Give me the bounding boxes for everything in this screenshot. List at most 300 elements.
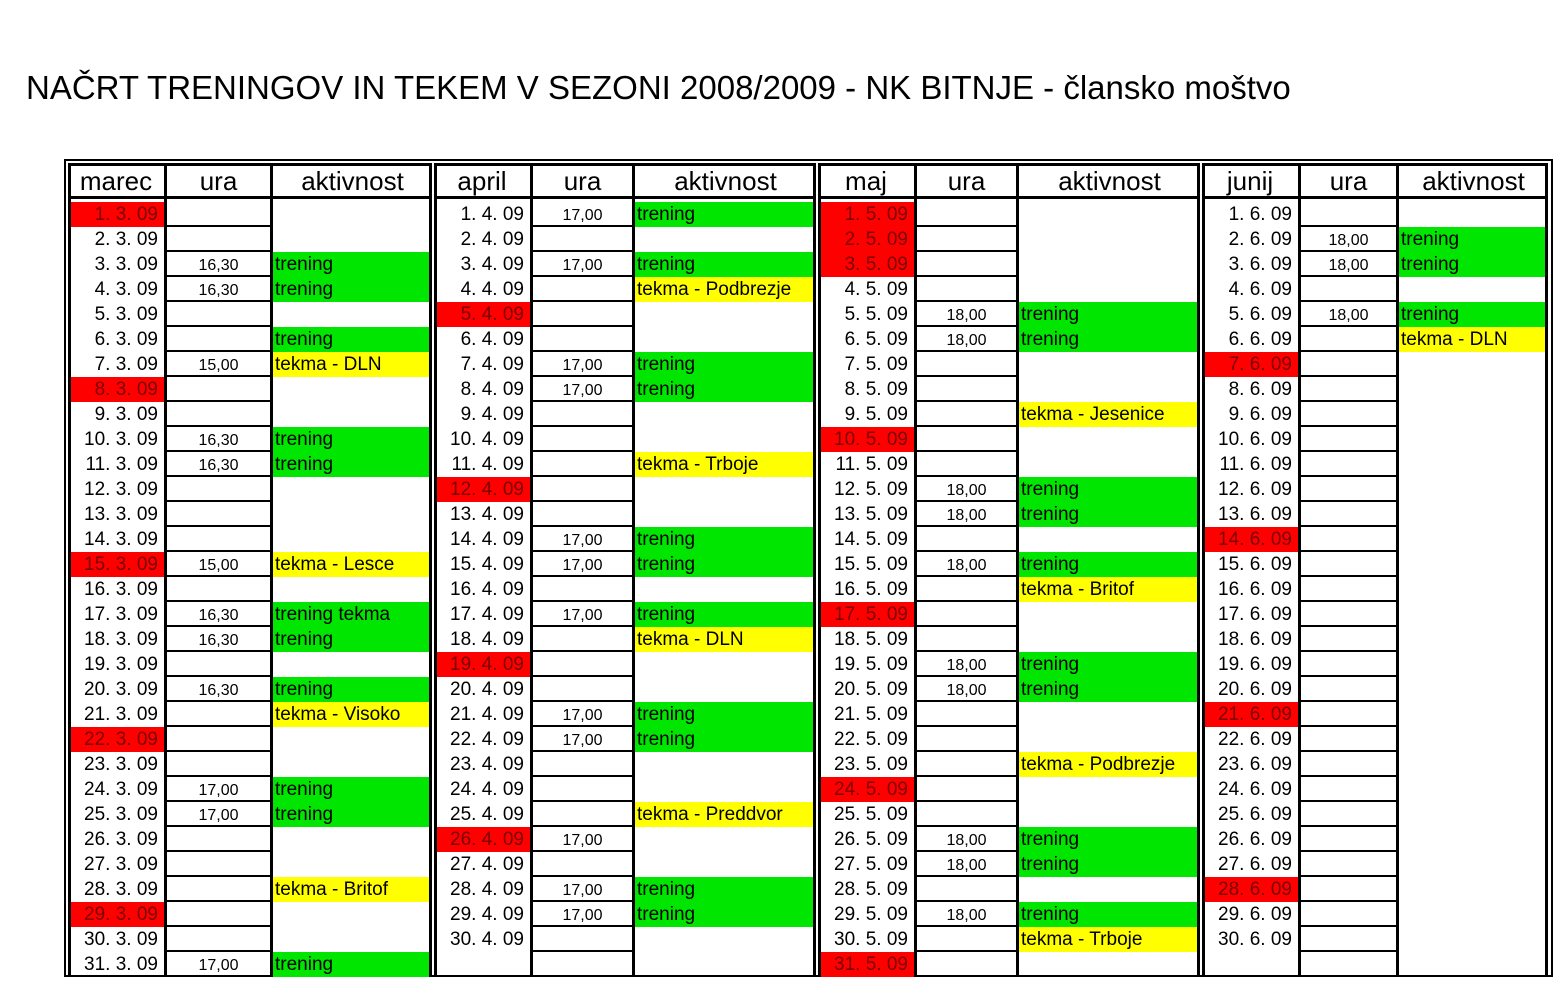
day-row [1202,652,1548,677]
aktivnost-cell [635,577,813,602]
ura-cell [1301,552,1396,577]
ura-cell [1301,777,1396,802]
date-cell: 25. 3. 09 [84,804,158,825]
ura-cell [1301,702,1396,727]
day-row [1202,527,1548,552]
day-row [434,577,816,602]
date-cell: 21. 4. 09 [450,704,524,725]
date-cell: 30. 5. 09 [834,929,908,950]
aktivnost-cell: trening [635,727,813,752]
day-row [1202,502,1548,527]
date-cell: 11. 4. 09 [451,454,524,475]
aktivnost-cell: trening [273,802,429,827]
ura-cell [533,577,632,602]
day-row [818,552,1200,577]
aktivnost-cell [273,302,429,327]
aktivnost-cell: trening [635,902,813,927]
day-row [818,427,1200,452]
aktivnost-cell: trening [635,377,813,402]
day-row [68,927,432,952]
date-cell: 1. 3. 09 [71,202,164,227]
date-cell: 22. 4. 09 [450,729,524,750]
date-cell: 1. 5. 09 [821,202,914,227]
day-row [68,502,432,527]
ura-cell [1301,652,1396,677]
date-cell: 21. 6. 09 [1205,702,1298,727]
day-row [1202,352,1548,377]
day-row [1202,852,1548,877]
aktivnost-cell: trening [1019,652,1197,677]
aktivnost-cell: trening [1019,477,1197,502]
date-cell: 27. 4. 09 [450,854,524,875]
aktivnost-cell: tekma - Jesenice [1019,402,1197,427]
day-row [434,702,816,727]
date-cell: 24. 3. 09 [84,779,158,800]
day-row [1202,777,1548,802]
ura-cell [1301,877,1396,902]
aktivnost-cell [273,502,429,527]
ura-cell: 18,00 [917,677,1016,702]
day-row [434,827,816,852]
date-cell: 17. 5. 09 [821,602,914,627]
ura-cell [533,777,632,802]
ura-cell: 17,00 [533,602,632,627]
ura-cell [167,202,270,227]
day-row [434,477,816,502]
ura-cell [1301,402,1396,427]
aktivnost-cell [1399,477,1545,502]
ura-cell: 15,00 [167,352,270,377]
ura-cell [167,827,270,852]
aktivnost-cell: trening [1019,552,1197,577]
date-cell: 5. 3. 09 [94,304,158,325]
date-cell: 23. 3. 09 [84,754,158,775]
date-cell: 12. 4. 09 [437,477,530,502]
date-cell: 30. 6. 09 [1218,929,1292,950]
month-header [1202,163,1548,199]
aktivnost-cell [635,302,813,327]
aktivnost-cell: trening [273,427,429,452]
ura-cell [917,952,1016,977]
date-cell: 25. 5. 09 [834,804,908,825]
date-cell: 9. 4. 09 [460,404,524,425]
day-row [1202,552,1548,577]
day-row [434,402,816,427]
ura-cell: 16,30 [167,602,270,627]
date-cell: 14. 6. 09 [1205,527,1298,552]
aktivnost-cell [273,527,429,552]
day-row [1202,402,1548,427]
date-cell: 31. 5. 09 [821,952,914,977]
ura-cell: 15,00 [167,552,270,577]
date-cell: 8. 4. 09 [460,379,524,400]
ura-cell [917,277,1016,302]
day-row [1202,602,1548,627]
aktivnost-cell [1019,627,1197,652]
aktivnost-cell: tekma - Visoko [273,702,429,727]
aktivnost-cell [1399,652,1545,677]
day-row [818,202,1200,227]
day-row [818,727,1200,752]
day-row [1202,752,1548,777]
ura-cell: 17,00 [167,952,270,977]
date-cell: 18. 6. 09 [1218,629,1292,650]
ura-cell [917,202,1016,227]
ura-cell [167,727,270,752]
aktivnost-cell [635,502,813,527]
date-cell: 12. 6. 09 [1218,479,1292,500]
ura-cell [1301,927,1396,952]
day-row [1202,702,1548,727]
date-cell: 9. 5. 09 [844,404,908,425]
date-cell: 16. 5. 09 [834,579,908,600]
date-cell: 17. 4. 09 [450,604,524,625]
ura-cell [917,602,1016,627]
day-row [68,577,432,602]
day-row [434,802,816,827]
day-row [1202,727,1548,752]
aktivnost-cell [1019,377,1197,402]
ura-cell [533,802,632,827]
aktivnost-cell: trening [1019,302,1197,327]
date-cell: 19. 6. 09 [1218,654,1292,675]
date-cell: 23. 5. 09 [834,754,908,775]
ura-cell: 18,00 [917,827,1016,852]
aktivnost-cell [1019,702,1197,727]
day-row [818,527,1200,552]
date-cell: 20. 6. 09 [1218,679,1292,700]
date-cell: 7. 3. 09 [94,354,158,375]
ura-cell [917,577,1016,602]
date-cell: 29. 3. 09 [71,902,164,927]
day-row [1202,202,1548,227]
date-cell: 16. 6. 09 [1218,579,1292,600]
aktivnost-cell [273,202,429,227]
aktivnost-cell [1019,727,1197,752]
date-cell: 24. 4. 09 [450,779,524,800]
date-cell: 29. 4. 09 [450,904,524,925]
date-cell: 7. 6. 09 [1205,352,1298,377]
ura-cell [167,702,270,727]
aktivnost-cell: trening [635,602,813,627]
aktivnost-cell: trening [1019,827,1197,852]
aktivnost-cell [1399,752,1545,777]
day-row [434,777,816,802]
aktivnost-cell [1399,277,1545,302]
day-row [68,527,432,552]
day-row [434,352,816,377]
date-cell: 10. 6. 09 [1218,429,1292,450]
ura-cell [917,427,1016,452]
date-cell: 18. 3. 09 [84,629,158,650]
ura-cell [167,527,270,552]
day-row [434,377,816,402]
aktivnost-cell [273,227,429,252]
day-row [818,277,1200,302]
date-cell: 26. 6. 09 [1218,829,1292,850]
ura-cell [917,252,1016,277]
aktivnost-header: aktivnost [674,166,777,196]
aktivnost-cell [1399,852,1545,877]
ura-cell [167,302,270,327]
aktivnost-cell [1399,527,1545,552]
ura-cell [167,477,270,502]
date-cell: 27. 3. 09 [84,854,158,875]
aktivnost-cell [1019,252,1197,277]
ura-cell [167,377,270,402]
date-cell: 10. 3. 09 [84,429,158,450]
aktivnost-cell: trening [1399,227,1545,252]
date-cell: 26. 5. 09 [834,829,908,850]
date-cell: 3. 6. 09 [1228,254,1292,275]
ura-cell [167,752,270,777]
day-row [434,277,816,302]
day-row [818,777,1200,802]
aktivnost-cell [1019,877,1197,902]
date-cell: 14. 3. 09 [84,529,158,550]
aktivnost-cell: tekma - Trboje [635,452,813,477]
day-row [68,952,432,977]
day-row [818,477,1200,502]
ura-cell [1301,827,1396,852]
ura-cell [1301,627,1396,652]
aktivnost-cell [1399,352,1545,377]
day-row [1202,827,1548,852]
aktivnost-cell: tekma - Preddvor [635,802,813,827]
aktivnost-cell: trening [273,327,429,352]
aktivnost-cell [273,402,429,427]
date-cell: 18. 4. 09 [450,629,524,650]
date-cell: 8. 3. 09 [71,377,164,402]
day-row [818,402,1200,427]
ura-cell [167,877,270,902]
ura-cell [1301,327,1396,352]
ura-cell: 18,00 [917,327,1016,352]
ura-cell [167,327,270,352]
ura-cell [917,452,1016,477]
date-cell: 15. 5. 09 [834,554,908,575]
date-cell: 19. 5. 09 [834,654,908,675]
day-row [1202,577,1548,602]
day-row [818,677,1200,702]
ura-cell [1301,477,1396,502]
ura-cell: 17,00 [533,352,632,377]
date-cell: 24. 6. 09 [1218,779,1292,800]
month-block-marec [68,163,432,975]
aktivnost-cell: trening [273,277,429,302]
ura-cell: 17,00 [533,527,632,552]
day-row [1202,802,1548,827]
aktivnost-cell: trening [1019,852,1197,877]
day-row [818,602,1200,627]
date-cell: 8. 6. 09 [1228,379,1292,400]
day-row [68,477,432,502]
day-row [434,227,816,252]
ura-cell: 18,00 [1301,227,1396,252]
day-row [818,577,1200,602]
date-cell: 3. 3. 09 [94,254,158,275]
ura-cell: 16,30 [167,277,270,302]
day-row [1202,902,1548,927]
day-row [68,302,432,327]
date-cell: 21. 3. 09 [84,704,158,725]
aktivnost-cell [1019,527,1197,552]
ura-cell [167,402,270,427]
aktivnost-cell [1399,902,1545,927]
day-row [68,902,432,927]
month-name-header: marec [79,166,153,196]
ura-header: ura [199,166,238,196]
ura-cell [1301,727,1396,752]
month-header [434,163,816,199]
month-block-junij [1202,163,1548,975]
day-row [818,852,1200,877]
month-block-april [434,163,816,975]
ura-cell [533,477,632,502]
date-cell: 25. 6. 09 [1218,804,1292,825]
day-row [1202,377,1548,402]
aktivnost-cell [1019,952,1197,977]
date-cell: 31. 3. 09 [84,954,158,975]
aktivnost-cell: trening [635,202,813,227]
aktivnost-cell [1019,277,1197,302]
day-row [818,452,1200,477]
day-row [68,652,432,677]
day-row [68,827,432,852]
day-row [434,602,816,627]
day-row [68,202,432,227]
ura-cell [1301,577,1396,602]
day-row [434,627,816,652]
ura-cell: 17,00 [533,202,632,227]
ura-cell [917,727,1016,752]
day-row [434,502,816,527]
ura-cell: 17,00 [533,702,632,727]
day-row [68,252,432,277]
page-title: NAČRT TRENINGOV IN TEKEM V SEZONI 2008/2009 - NK BITNJE - člansko moštvo [26,69,1291,106]
day-row [818,927,1200,952]
day-row [434,327,816,352]
day-row [68,602,432,627]
date-cell: 13. 4. 09 [450,504,524,525]
aktivnost-cell: tekma - Lesce [273,552,429,577]
ura-cell [1301,527,1396,552]
aktivnost-cell: tekma - DLN [635,627,813,652]
aktivnost-cell [635,852,813,877]
aktivnost-cell [273,477,429,502]
aktivnost-cell [1399,577,1545,602]
date-cell: 2. 5. 09 [821,227,914,252]
date-cell: 2. 6. 09 [1228,229,1292,250]
day-row [434,202,816,227]
ura-cell: 18,00 [917,302,1016,327]
aktivnost-cell [273,377,429,402]
aktivnost-cell [273,902,429,927]
date-cell: 5. 5. 09 [844,304,908,325]
aktivnost-cell [635,402,813,427]
day-row [818,952,1200,977]
ura-cell [1301,277,1396,302]
date-cell: 28. 4. 09 [450,879,524,900]
ura-cell: 18,00 [1301,252,1396,277]
aktivnost-cell [273,852,429,877]
ura-cell [533,302,632,327]
ura-cell: 16,30 [167,427,270,452]
ura-cell [533,227,632,252]
date-cell: 11. 6. 09 [1219,454,1292,475]
aktivnost-cell [1019,227,1197,252]
ura-header: ura [563,166,602,196]
aktivnost-cell: trening [273,452,429,477]
date-cell: 22. 3. 09 [71,727,164,752]
aktivnost-cell [1399,777,1545,802]
aktivnost-cell [635,327,813,352]
aktivnost-cell [635,677,813,702]
ura-cell [1301,802,1396,827]
ura-cell [167,577,270,602]
ura-cell: 16,30 [167,677,270,702]
aktivnost-cell [273,752,429,777]
date-cell: 15. 4. 09 [450,554,524,575]
aktivnost-cell [273,577,429,602]
aktivnost-cell [1399,602,1545,627]
ura-cell: 17,00 [533,827,632,852]
date-cell: 15. 6. 09 [1218,554,1292,575]
date-cell: 23. 6. 09 [1218,754,1292,775]
day-row [1202,627,1548,652]
date-cell: 8. 5. 09 [844,379,908,400]
date-cell: 14. 5. 09 [834,529,908,550]
ura-cell: 18,00 [917,502,1016,527]
date-cell: 30. 3. 09 [84,929,158,950]
date-cell: 10. 5. 09 [821,427,914,452]
day-row [68,352,432,377]
date-cell: 1. 4. 09 [460,204,524,225]
date-cell: 13. 6. 09 [1218,504,1292,525]
day-row [1202,877,1548,902]
day-row [434,427,816,452]
aktivnost-cell [635,777,813,802]
aktivnost-cell [1399,802,1545,827]
ura-cell [917,377,1016,402]
ura-cell: 18,00 [917,477,1016,502]
day-row [1202,452,1548,477]
day-row [434,902,816,927]
ura-cell [917,777,1016,802]
day-row [1202,327,1548,352]
date-cell: 5. 6. 09 [1228,304,1292,325]
aktivnost-cell [273,727,429,752]
date-cell: 30. 4. 09 [450,929,524,950]
aktivnost-cell: trening [635,527,813,552]
date-cell: 3. 4. 09 [460,254,524,275]
day-row [818,827,1200,852]
ura-cell [533,502,632,527]
day-row [1202,477,1548,502]
ura-cell [1301,377,1396,402]
day-row [1202,302,1548,327]
date-cell: 20. 5. 09 [834,679,908,700]
aktivnost-cell: tekma - Britof [1019,577,1197,602]
aktivnost-header: aktivnost [1422,166,1525,196]
aktivnost-cell [635,477,813,502]
aktivnost-cell [1399,927,1545,952]
day-row [818,902,1200,927]
date-cell: 21. 5. 09 [834,704,908,725]
day-row [818,652,1200,677]
date-cell: 12. 5. 09 [834,479,908,500]
date-cell: 4. 3. 09 [94,279,158,300]
